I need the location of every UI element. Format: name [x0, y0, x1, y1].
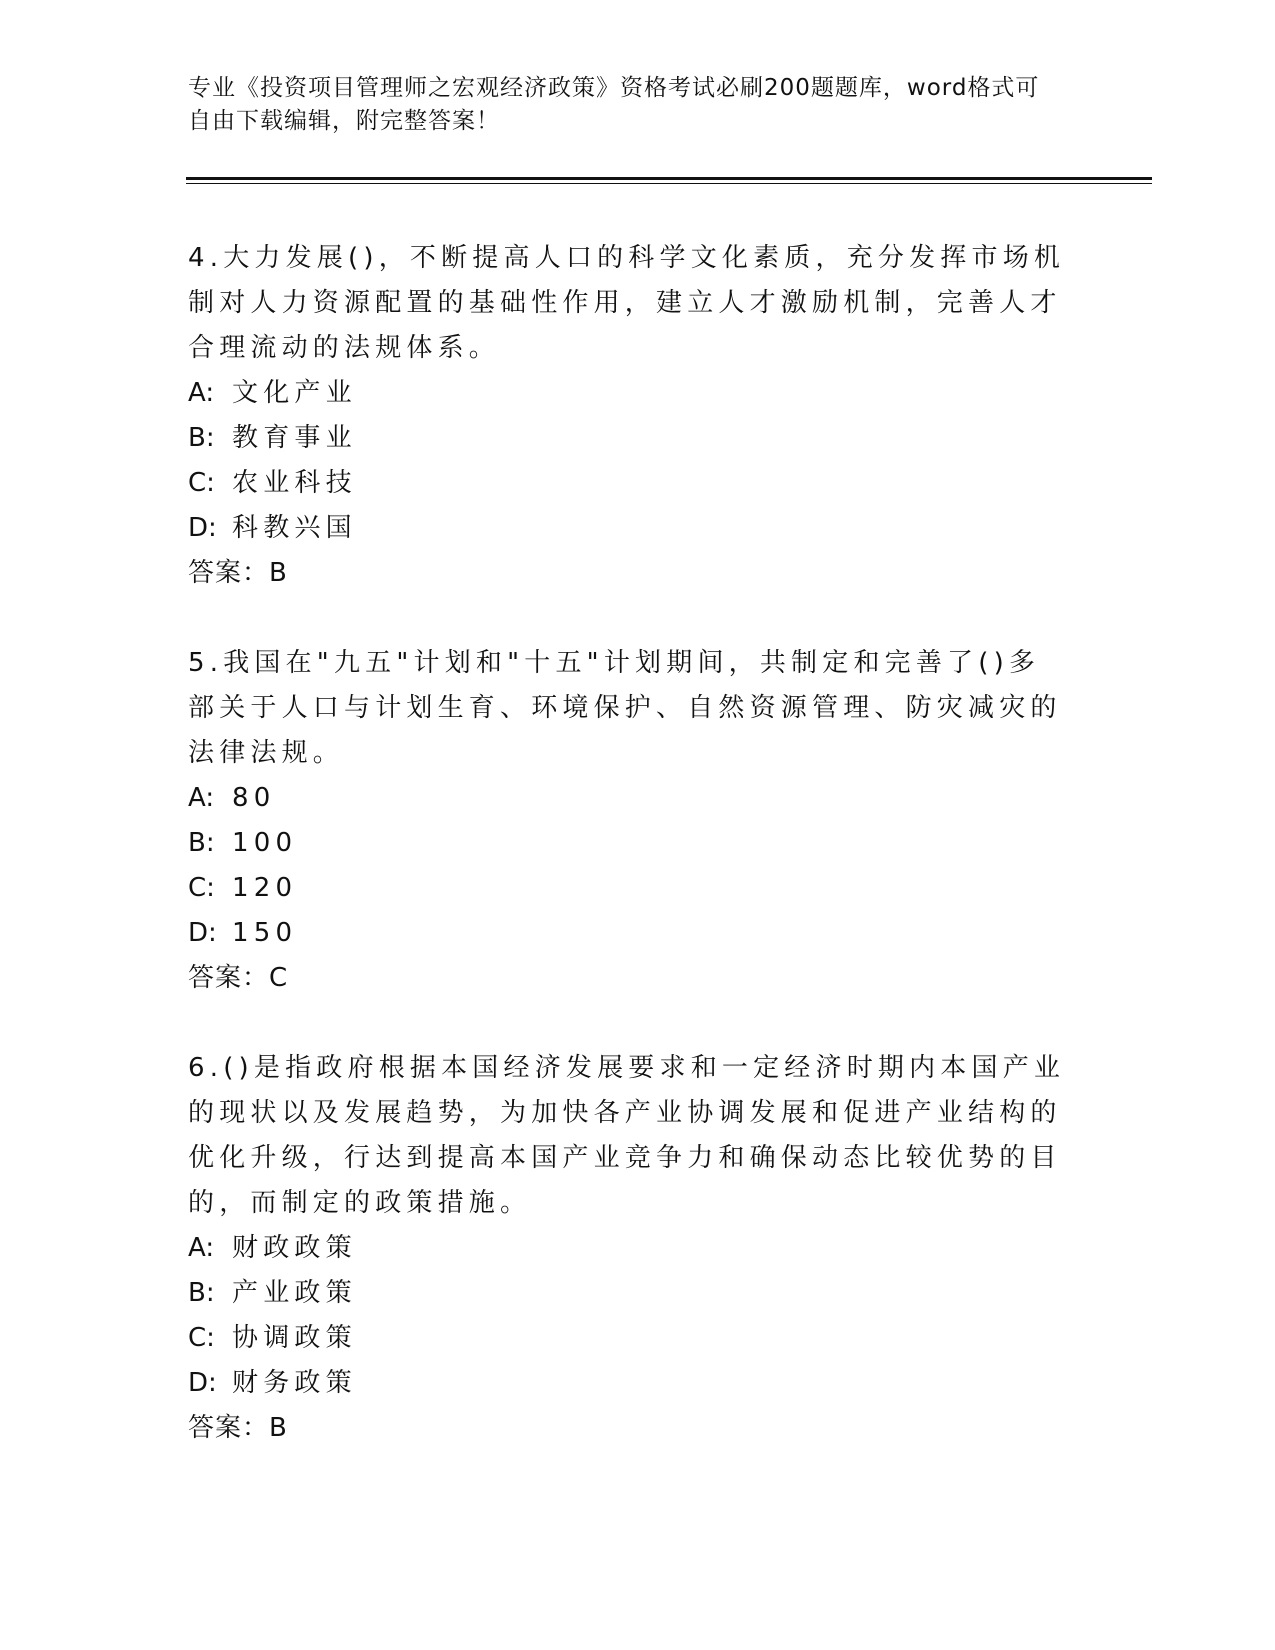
option-text: 教育事业	[232, 423, 357, 453]
option-letter: A:	[188, 1233, 215, 1263]
document-header	[188, 72, 1068, 138]
option-letter: A:	[188, 378, 215, 408]
question-6	[188, 1046, 1068, 1451]
option-text: 100	[232, 828, 298, 858]
option-letter: D:	[188, 513, 217, 543]
option-d	[188, 1361, 1068, 1406]
option-d	[188, 506, 1068, 551]
header-divider-thick	[186, 177, 1152, 180]
option-c	[188, 1316, 1068, 1361]
option-letter: C:	[188, 873, 215, 903]
option-b	[188, 416, 1068, 461]
option-c	[188, 461, 1068, 506]
answer-label: 答案：B	[188, 1413, 288, 1443]
option-text: 科教兴国	[232, 513, 357, 543]
option-text: 150	[232, 918, 298, 948]
header-divider-thin	[186, 183, 1152, 184]
option-letter: B:	[188, 828, 215, 858]
option-a	[188, 371, 1068, 416]
option-text: 120	[232, 873, 298, 903]
question-4	[188, 236, 1068, 596]
option-d	[188, 911, 1068, 956]
option-letter: C:	[188, 1323, 215, 1353]
option-text: 财务政策	[232, 1368, 357, 1398]
question-5	[188, 641, 1068, 1001]
option-text: 财政政策	[232, 1233, 357, 1263]
option-text: 产业政策	[232, 1278, 357, 1308]
question-list	[188, 236, 1068, 1496]
option-letter: B:	[188, 423, 215, 453]
option-b	[188, 1271, 1068, 1316]
option-letter: B:	[188, 1278, 215, 1308]
question-stem: 4.大力发展()，不断提高人口的科学文化素质，充分发挥市场机制对人力资源配置的基础性作用，建立人才激励机制，完善人才合理流动的法规体系。	[188, 243, 1066, 363]
option-letter: D:	[188, 918, 217, 948]
question-stem: 5.我国在"九五"计划和"十五"计划期间，共制定和完善了()多部关于人口与计划生育、环境保护、自然资源管理、防灾减灾的法律法规。	[188, 648, 1062, 768]
option-letter: A:	[188, 783, 215, 813]
header-title-line1: 专业《投资项目管理师之宏观经济政策》资格考试必刷200题题库，word格式可	[188, 75, 1040, 101]
option-letter: D:	[188, 1368, 217, 1398]
option-text: 文化产业	[232, 378, 357, 408]
option-c	[188, 866, 1068, 911]
question-stem: 6.()是指政府根据本国经济发展要求和一定经济时期内本国产业的现状以及发展趋势，为加快各产业协调发展和促进产业结构的优化升级，行达到提高本国产业竞争力和确保动态比较优势的目的，而制定的政策措施。	[188, 1053, 1066, 1218]
option-text: 农业科技	[232, 468, 357, 498]
option-a	[188, 1226, 1068, 1271]
answer-label: 答案：B	[188, 558, 288, 588]
option-b	[188, 821, 1068, 866]
option-letter: C:	[188, 468, 215, 498]
header-title-line2: 自由下载编辑，附完整答案！	[188, 108, 500, 134]
option-text: 协调政策	[232, 1323, 357, 1353]
option-a	[188, 776, 1068, 821]
answer-label: 答案：C	[188, 963, 289, 993]
option-text: 80	[232, 783, 276, 813]
